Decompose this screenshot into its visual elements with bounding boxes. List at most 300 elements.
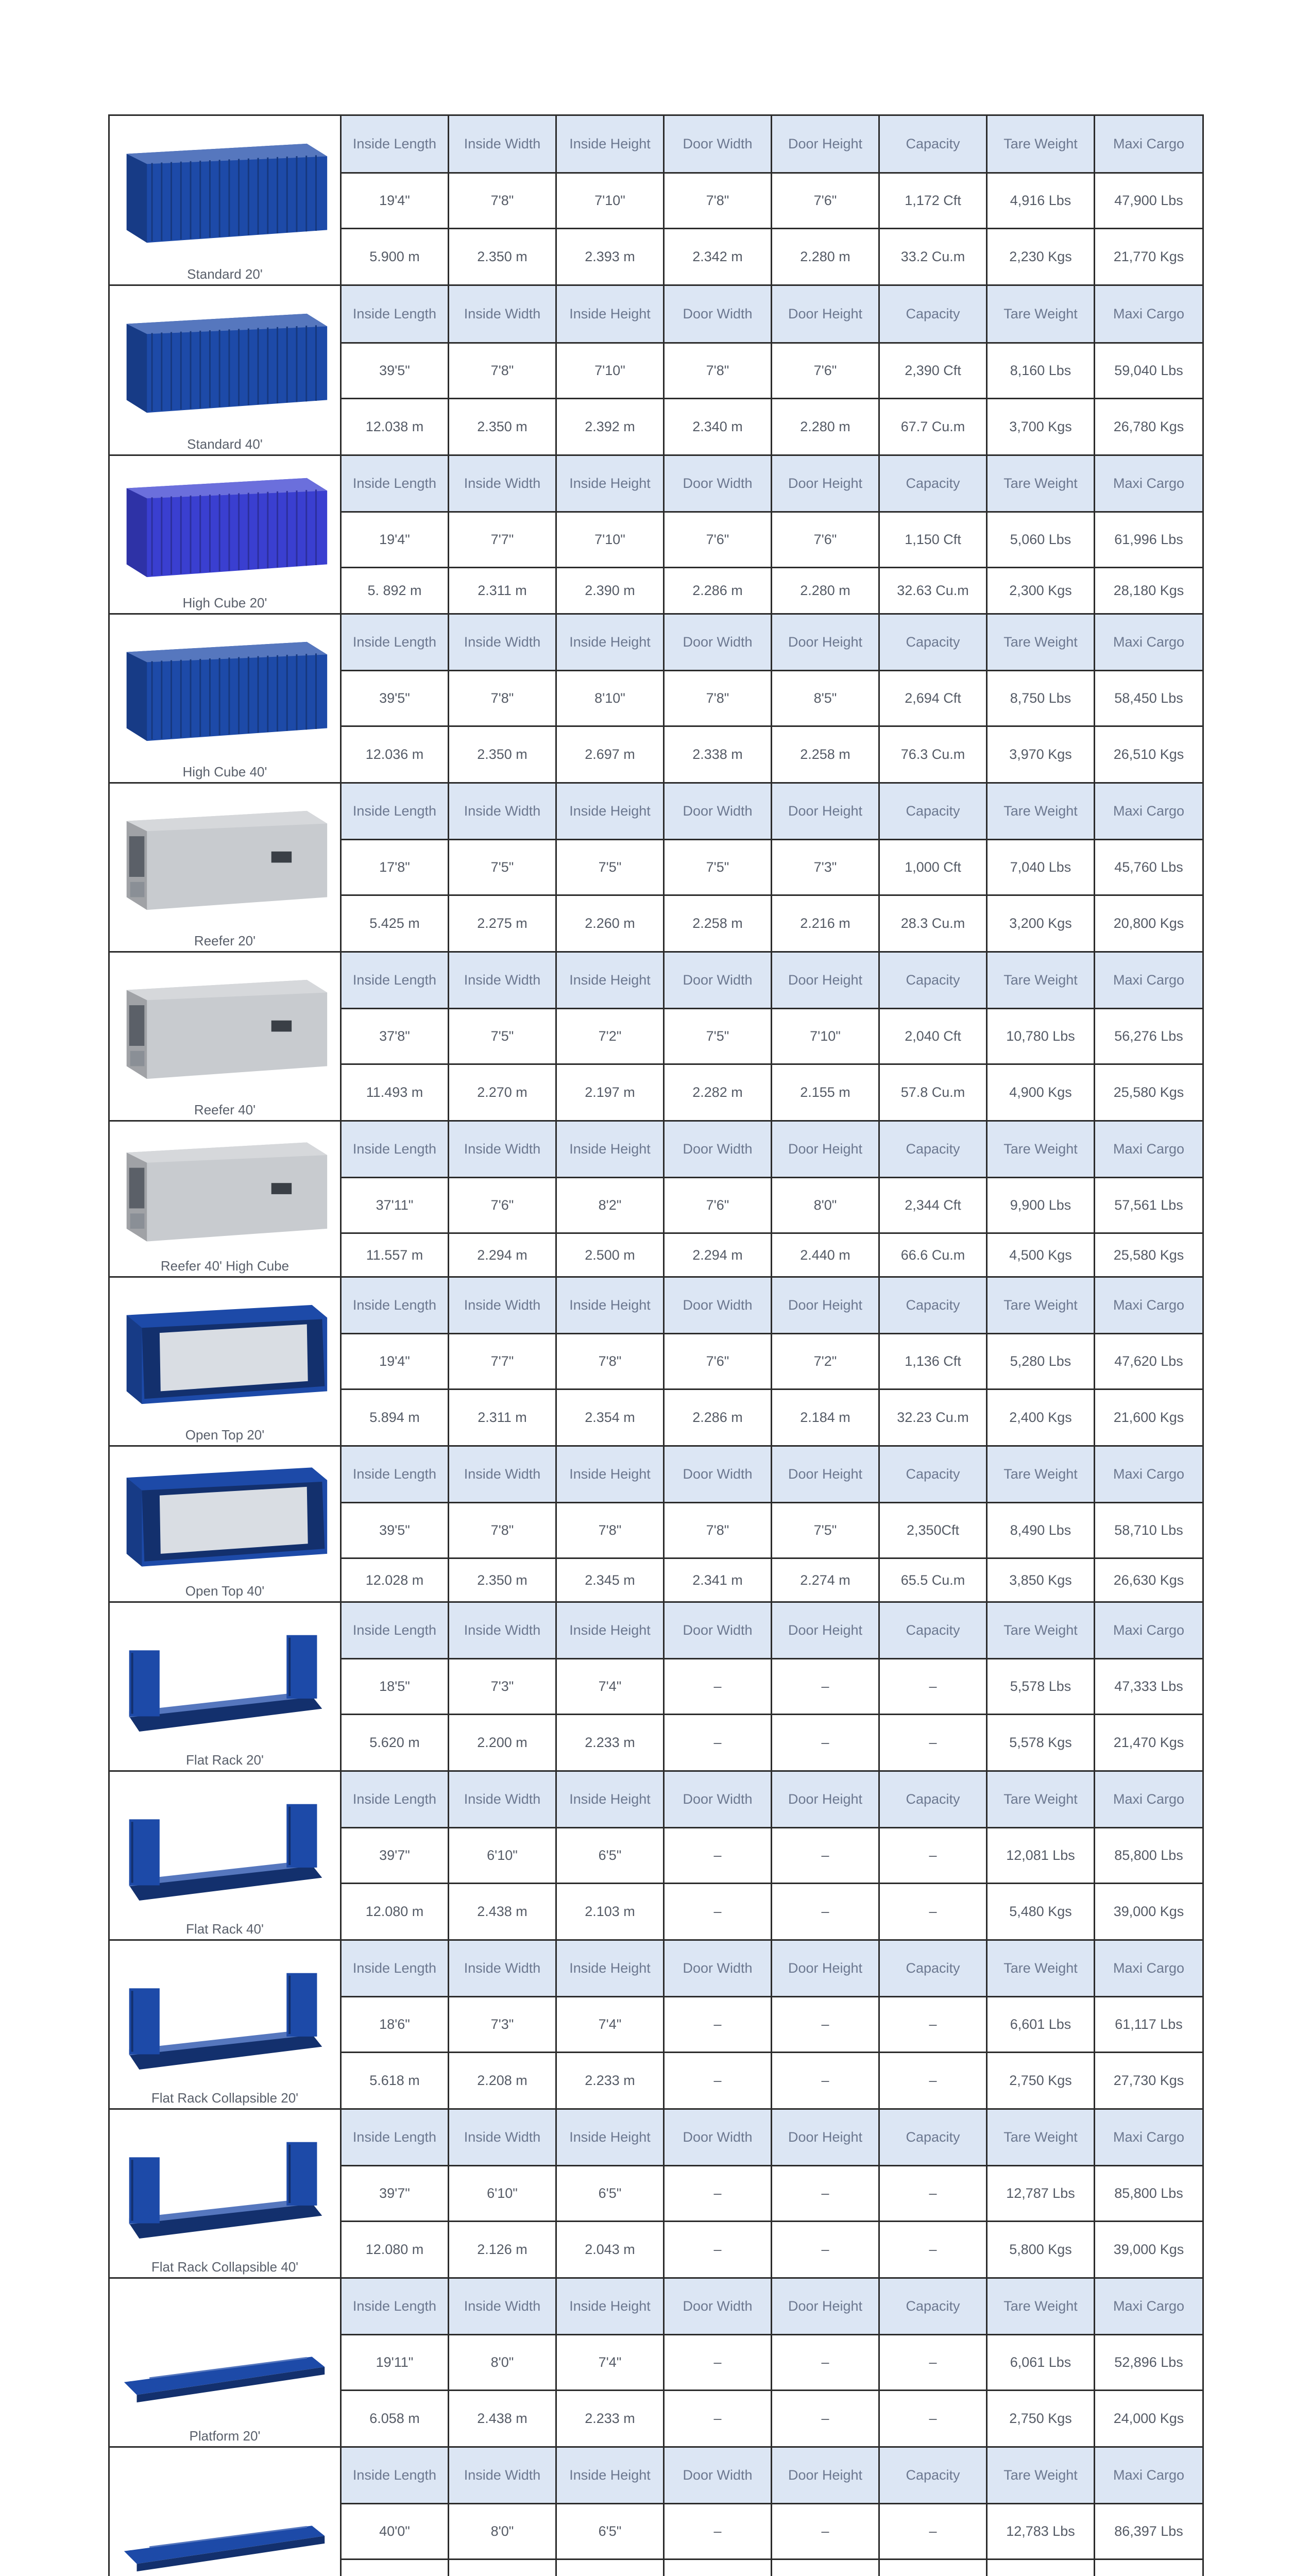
header-tare-weight: Tare Weight [987,614,1095,671]
metric-maxi-cargo: 25,580 Kgs [1095,1064,1203,1121]
metric-door-height: 2.216 m [772,895,879,952]
header-maxi-cargo: Maxi Cargo [1095,285,1203,343]
imperial-tare-weight: 10,780 Lbs [987,1009,1095,1064]
imperial-inside-length: 19'11" [341,2335,449,2391]
metric-door-height: – [772,2053,879,2109]
header-tare-weight: Tare Weight [987,1446,1095,1503]
container-type-label: Flat Rack 40' [186,1921,264,1937]
metric-inside-height: 2.390 m [556,568,664,614]
metric-door-height: 2.280 m [772,399,879,455]
metric-inside-width: 2.208 m [449,2053,556,2109]
imperial-door-width: 7'6" [664,1334,772,1389]
header-inside-height: Inside Height [556,1121,664,1178]
imperial-inside-length: 19'4" [341,173,449,229]
header-tare-weight: Tare Weight [987,1602,1095,1659]
imperial-inside-length: 40'0" [341,2504,449,2560]
header-capacity: Capacity [879,455,987,512]
metric-capacity: – [879,1884,987,1940]
open-top-container-40-icon [119,1454,332,1578]
imperial-maxi-cargo: 47,620 Lbs [1095,1334,1203,1389]
imperial-maxi-cargo: 47,333 Lbs [1095,1659,1203,1715]
header-maxi-cargo: Maxi Cargo [1095,115,1203,173]
header-maxi-cargo: Maxi Cargo [1095,455,1203,512]
header-capacity: Capacity [879,952,987,1009]
header-door-height: Door Height [772,1940,879,1997]
imperial-capacity: – [879,1997,987,2053]
metric-door-width: – [664,2053,772,2109]
header-row [109,1277,1203,1334]
platform-container-40-icon [119,2455,332,2576]
metric-door-height: 2.280 m [772,229,879,285]
imperial-door-height: 8'5" [772,671,879,726]
header-inside-length: Inside Length [341,1940,449,1997]
header-inside-width: Inside Width [449,2447,556,2504]
header-door-height: Door Height [772,783,879,840]
header-capacity: Capacity [879,115,987,173]
imperial-capacity: 2,694 Cft [879,671,987,726]
imperial-inside-length: 37'11" [341,1178,449,1233]
header-door-height: Door Height [772,455,879,512]
header-inside-height: Inside Height [556,614,664,671]
header-inside-width: Inside Width [449,952,556,1009]
metric-door-width: – [664,2222,772,2278]
container-image-cell [109,2447,341,2576]
metric-door-width: 2.294 m [664,1233,772,1277]
header-door-height: Door Height [772,1121,879,1178]
header-door-width: Door Width [664,1277,772,1334]
container-image-cell [109,1277,341,1446]
header-inside-width: Inside Width [449,783,556,840]
metric-door-width: 2.286 m [664,568,772,614]
header-door-width: Door Width [664,2278,772,2335]
metric-inside-width: 2.350 m [449,726,556,783]
header-row [109,2447,1203,2504]
metric-inside-width: 2.350 m [449,1558,556,1602]
header-row [109,1940,1203,1997]
imperial-inside-width: 6'10" [449,1828,556,1884]
imperial-tare-weight: 12,787 Lbs [987,2166,1095,2222]
imperial-tare-weight: 5,578 Lbs [987,1659,1095,1715]
container-type-label: Reefer 40' High Cube [160,1258,290,1274]
container-image-cell [109,1771,341,1940]
imperial-door-width: – [664,1659,772,1715]
header-inside-width: Inside Width [449,115,556,173]
imperial-inside-width: 8'0" [449,2335,556,2391]
header-capacity: Capacity [879,285,987,343]
header-tare-weight: Tare Weight [987,285,1095,343]
imperial-maxi-cargo: 52,896 Lbs [1095,2335,1203,2391]
metric-inside-length: 12.028 m [341,1558,449,1602]
metric-door-height: – [772,1715,879,1771]
container-image-cell [109,1446,341,1602]
header-inside-width: Inside Width [449,1277,556,1334]
metric-inside-height: 2.345 m [556,1558,664,1602]
header-maxi-cargo: Maxi Cargo [1095,2278,1203,2335]
metric-capacity: 32.63 Cu.m [879,568,987,614]
metric-door-width: 2.342 m [664,229,772,285]
imperial-inside-width: 7'7" [449,512,556,568]
header-inside-width: Inside Width [449,1121,556,1178]
container-image-cell [109,2278,341,2447]
imperial-inside-height: 7'10" [556,173,664,229]
metric-tare-weight: 4,900 Kgs [987,1064,1095,1121]
metric-maxi-cargo: 27,730 Kgs [1095,2053,1203,2109]
header-capacity: Capacity [879,2278,987,2335]
metric-inside-length: 11.557 m [341,1233,449,1277]
imperial-inside-height: 7'10" [556,512,664,568]
metric-maxi-cargo: 26,510 Kgs [1095,726,1203,783]
imperial-inside-height: 7'5" [556,840,664,895]
imperial-door-height: – [772,2166,879,2222]
header-tare-weight: Tare Weight [987,1771,1095,1828]
header-inside-length: Inside Length [341,285,449,343]
metric-capacity: – [879,2391,987,2447]
header-inside-length: Inside Length [341,1446,449,1503]
header-capacity: Capacity [879,1446,987,1503]
metric-tare-weight: 2,230 Kgs [987,229,1095,285]
header-capacity: Capacity [879,2447,987,2504]
metric-capacity: 57.8 Cu.m [879,1064,987,1121]
metric-door-height [772,2560,879,2576]
header-maxi-cargo: Maxi Cargo [1095,783,1203,840]
header-maxi-cargo: Maxi Cargo [1095,952,1203,1009]
header-capacity: Capacity [879,1940,987,1997]
header-row [109,455,1203,512]
imperial-inside-length: 17'8" [341,840,449,895]
header-row [109,1602,1203,1659]
imperial-inside-length: 39'5" [341,671,449,726]
imperial-door-height: – [772,2504,879,2560]
imperial-maxi-cargo: 57,561 Lbs [1095,1178,1203,1233]
imperial-capacity: – [879,1659,987,1715]
imperial-inside-height: 7'4" [556,1997,664,2053]
metric-tare-weight: 5,480 Kgs [987,1884,1095,1940]
header-capacity: Capacity [879,1277,987,1334]
reefer-container-20-icon [119,791,332,927]
imperial-capacity: 1,172 Cft [879,173,987,229]
container-image-cell [109,1121,341,1277]
metric-tare-weight: 3,700 Kgs [987,399,1095,455]
metric-capacity: – [879,2222,987,2278]
metric-capacity [879,2560,987,2576]
container-spec-table [108,114,1204,2576]
metric-tare-weight: 2,750 Kgs [987,2053,1095,2109]
header-inside-length: Inside Length [341,1277,449,1334]
imperial-inside-length: 19'4" [341,1334,449,1389]
imperial-inside-height: 7'10" [556,343,664,399]
flat-rack-container-20-icon [119,1610,332,1747]
imperial-tare-weight: 8,490 Lbs [987,1503,1095,1558]
imperial-door-height: 8'0" [772,1178,879,1233]
imperial-capacity: 1,136 Cft [879,1334,987,1389]
flat-rack-collapsible-40-icon [119,2117,332,2253]
header-inside-height: Inside Height [556,2447,664,2504]
imperial-tare-weight: 4,916 Lbs [987,173,1095,229]
header-maxi-cargo: Maxi Cargo [1095,614,1203,671]
imperial-door-width: – [664,2166,772,2222]
header-door-height: Door Height [772,2447,879,2504]
header-door-height: Door Height [772,2278,879,2335]
open-top-container-20-icon [119,1285,332,1421]
header-inside-height: Inside Height [556,455,664,512]
imperial-inside-width: 7'8" [449,343,556,399]
imperial-door-width: 7'8" [664,1503,772,1558]
metric-door-width: 2.286 m [664,1389,772,1446]
header-tare-weight: Tare Weight [987,2278,1095,2335]
metric-capacity: 65.5 Cu.m [879,1558,987,1602]
metric-maxi-cargo: 39,000 Kgs [1095,2222,1203,2278]
header-maxi-cargo: Maxi Cargo [1095,1940,1203,1997]
imperial-inside-width: 6'10" [449,2166,556,2222]
metric-inside-width: 2.350 m [449,399,556,455]
header-tare-weight: Tare Weight [987,2109,1095,2166]
metric-door-width [664,2560,772,2576]
container-type-label: High Cube 40' [182,764,267,779]
header-inside-length: Inside Length [341,2109,449,2166]
metric-maxi-cargo: 39,000 Kgs [1095,1884,1203,1940]
header-maxi-cargo: Maxi Cargo [1095,1277,1203,1334]
reefer-container-40-icon [119,960,332,1096]
imperial-tare-weight: 12,783 Lbs [987,2504,1095,2560]
header-door-width: Door Width [664,783,772,840]
imperial-door-height: 7'2" [772,1334,879,1389]
header-inside-width: Inside Width [449,614,556,671]
metric-inside-height: 2.354 m [556,1389,664,1446]
header-tare-weight: Tare Weight [987,783,1095,840]
container-image-cell [109,285,341,455]
header-door-height: Door Height [772,1602,879,1659]
imperial-inside-height: 8'10" [556,671,664,726]
imperial-maxi-cargo: 59,040 Lbs [1095,343,1203,399]
dry-container-40-icon [119,293,332,431]
header-inside-width: Inside Width [449,1940,556,1997]
imperial-inside-height: 6'5" [556,2504,664,2560]
container-type-label: Standard 20' [187,266,263,282]
metric-maxi-cargo [1095,2560,1203,2576]
header-inside-length: Inside Length [341,455,449,512]
imperial-capacity: – [879,2166,987,2222]
header-tare-weight: Tare Weight [987,1121,1095,1178]
container-image-cell [109,455,341,614]
header-inside-width: Inside Width [449,1602,556,1659]
metric-door-height: 2.155 m [772,1064,879,1121]
header-maxi-cargo: Maxi Cargo [1095,1771,1203,1828]
imperial-capacity: 2,344 Cft [879,1178,987,1233]
header-inside-width: Inside Width [449,285,556,343]
imperial-capacity: – [879,2504,987,2560]
metric-inside-length: 5.425 m [341,895,449,952]
metric-door-width: 2.341 m [664,1558,772,1602]
header-maxi-cargo: Maxi Cargo [1095,1446,1203,1503]
header-capacity: Capacity [879,1121,987,1178]
imperial-door-width: 7'6" [664,512,772,568]
imperial-inside-width: 8'0" [449,2504,556,2560]
metric-inside-width: 2.438 m [449,1884,556,1940]
metric-door-width: – [664,1715,772,1771]
dry-container-20-icon [119,123,332,261]
imperial-capacity: – [879,1828,987,1884]
metric-capacity: 76.3 Cu.m [879,726,987,783]
imperial-door-width: 7'8" [664,671,772,726]
metric-inside-width [449,2560,556,2576]
imperial-inside-length: 18'6" [341,1997,449,2053]
metric-inside-height: 2.233 m [556,1715,664,1771]
container-type-label: Open Top 20' [185,1427,265,1443]
imperial-door-width: 7'5" [664,1009,772,1064]
header-inside-length: Inside Length [341,1771,449,1828]
header-door-height: Door Height [772,952,879,1009]
header-inside-height: Inside Height [556,1602,664,1659]
metric-tare-weight: 3,970 Kgs [987,726,1095,783]
imperial-inside-width: 7'3" [449,1997,556,2053]
header-inside-width: Inside Width [449,455,556,512]
header-door-height: Door Height [772,115,879,173]
header-row [109,783,1203,840]
metric-inside-width: 2.275 m [449,895,556,952]
header-row [109,1771,1203,1828]
metric-inside-length: 5.894 m [341,1389,449,1446]
header-door-width: Door Width [664,2109,772,2166]
header-inside-length: Inside Length [341,1602,449,1659]
header-inside-length: Inside Length [341,2278,449,2335]
metric-maxi-cargo: 21,770 Kgs [1095,229,1203,285]
imperial-inside-height: 7'8" [556,1503,664,1558]
metric-door-height: 2.258 m [772,726,879,783]
metric-capacity: – [879,1715,987,1771]
imperial-maxi-cargo: 58,710 Lbs [1095,1503,1203,1558]
reefer-high-cube-container-40-icon [119,1129,332,1252]
metric-door-height: 2.274 m [772,1558,879,1602]
metric-inside-length: 12.038 m [341,399,449,455]
metric-door-height: – [772,2222,879,2278]
imperial-door-width: 7'8" [664,173,772,229]
container-image-cell [109,2109,341,2278]
header-door-height: Door Height [772,1771,879,1828]
imperial-inside-height: 7'2" [556,1009,664,1064]
imperial-inside-width: 7'7" [449,1334,556,1389]
imperial-door-height: 7'10" [772,1009,879,1064]
metric-inside-length: 12.080 m [341,1884,449,1940]
imperial-capacity: 1,150 Cft [879,512,987,568]
imperial-tare-weight: 5,280 Lbs [987,1334,1095,1389]
metric-inside-length: 5.620 m [341,1715,449,1771]
imperial-inside-width: 7'8" [449,173,556,229]
header-door-width: Door Width [664,614,772,671]
imperial-inside-height: 6'5" [556,1828,664,1884]
metric-door-width: 2.258 m [664,895,772,952]
header-door-width: Door Width [664,285,772,343]
metric-inside-length: 5.900 m [341,229,449,285]
imperial-tare-weight: 12,081 Lbs [987,1828,1095,1884]
metric-door-height: – [772,2391,879,2447]
metric-inside-width: 2.438 m [449,2391,556,2447]
header-capacity: Capacity [879,2109,987,2166]
metric-inside-width: 2.200 m [449,1715,556,1771]
metric-maxi-cargo: 28,180 Kgs [1095,568,1203,614]
imperial-inside-height: 8'2" [556,1178,664,1233]
metric-inside-width: 2.270 m [449,1064,556,1121]
header-inside-length: Inside Length [341,614,449,671]
imperial-inside-length: 39'7" [341,1828,449,1884]
metric-capacity: 32.23 Cu.m [879,1389,987,1446]
header-inside-width: Inside Width [449,2278,556,2335]
imperial-door-height: 7'6" [772,512,879,568]
metric-door-width: 2.340 m [664,399,772,455]
header-inside-height: Inside Height [556,1940,664,1997]
imperial-capacity: 1,000 Cft [879,840,987,895]
header-inside-height: Inside Height [556,1277,664,1334]
header-inside-height: Inside Height [556,2278,664,2335]
metric-inside-length: 11.493 m [341,1064,449,1121]
header-row [109,1446,1203,1503]
imperial-capacity: 2,350Cft [879,1503,987,1558]
metric-tare-weight [987,2560,1095,2576]
metric-inside-length: 12.036 m [341,726,449,783]
metric-capacity: 33.2 Cu.m [879,229,987,285]
imperial-door-height: 7'6" [772,173,879,229]
metric-inside-height: 2.233 m [556,2053,664,2109]
metric-maxi-cargo: 21,470 Kgs [1095,1715,1203,1771]
metric-inside-width: 2.311 m [449,1389,556,1446]
imperial-maxi-cargo: 85,800 Lbs [1095,1828,1203,1884]
metric-inside-height: 2.197 m [556,1064,664,1121]
imperial-maxi-cargo: 56,276 Lbs [1095,1009,1203,1064]
metric-door-width: 2.282 m [664,1064,772,1121]
imperial-maxi-cargo: 47,900 Lbs [1095,173,1203,229]
imperial-maxi-cargo: 45,760 Lbs [1095,840,1203,895]
metric-door-height: 2.184 m [772,1389,879,1446]
imperial-inside-width: 7'6" [449,1178,556,1233]
metric-maxi-cargo: 25,580 Kgs [1095,1233,1203,1277]
imperial-door-width: 7'8" [664,343,772,399]
header-row [109,2278,1203,2335]
imperial-door-height: – [772,1659,879,1715]
imperial-inside-height: 6'5" [556,2166,664,2222]
metric-tare-weight: 2,400 Kgs [987,1389,1095,1446]
imperial-door-width: – [664,2504,772,2560]
imperial-door-width: – [664,1997,772,2053]
imperial-capacity: 2,040 Cft [879,1009,987,1064]
header-door-height: Door Height [772,2109,879,2166]
imperial-inside-length: 37'8" [341,1009,449,1064]
container-image-cell [109,783,341,952]
metric-inside-width: 2.294 m [449,1233,556,1277]
imperial-tare-weight: 6,601 Lbs [987,1997,1095,2053]
header-tare-weight: Tare Weight [987,952,1095,1009]
metric-maxi-cargo: 26,630 Kgs [1095,1558,1203,1602]
header-inside-height: Inside Height [556,115,664,173]
header-inside-height: Inside Height [556,783,664,840]
imperial-maxi-cargo: 86,397 Lbs [1095,2504,1203,2560]
container-image-cell [109,952,341,1121]
header-maxi-cargo: Maxi Cargo [1095,2447,1203,2504]
imperial-tare-weight: 5,060 Lbs [987,512,1095,568]
header-row [109,2109,1203,2166]
imperial-door-height: – [772,1997,879,2053]
header-tare-weight: Tare Weight [987,2447,1095,2504]
header-door-width: Door Width [664,115,772,173]
metric-door-height: 2.280 m [772,568,879,614]
header-tare-weight: Tare Weight [987,115,1095,173]
header-maxi-cargo: Maxi Cargo [1095,1121,1203,1178]
metric-inside-height: 2.697 m [556,726,664,783]
container-image-cell [109,614,341,783]
imperial-tare-weight: 6,061 Lbs [987,2335,1095,2391]
header-inside-length: Inside Length [341,1121,449,1178]
imperial-door-width: 7'5" [664,840,772,895]
header-inside-width: Inside Width [449,2109,556,2166]
metric-inside-length: 6.058 m [341,2391,449,2447]
